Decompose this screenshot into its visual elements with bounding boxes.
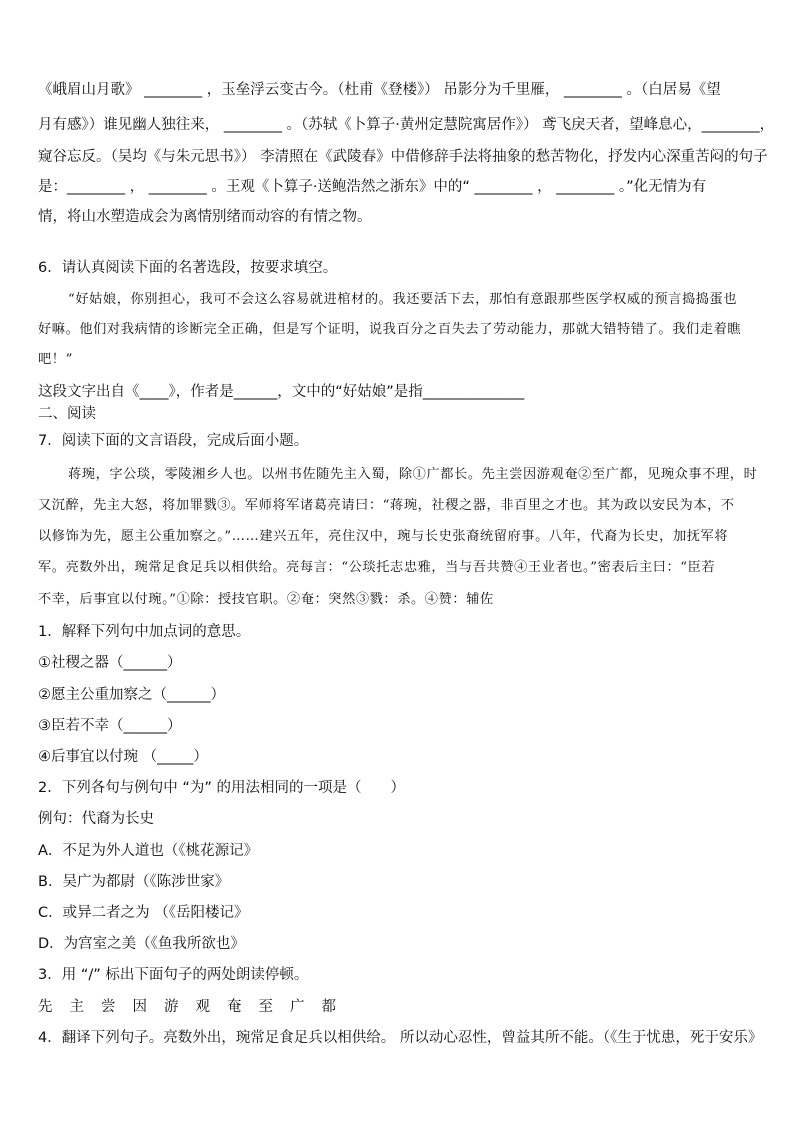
excerpt-line-2: 好嘛。他们对我病情的诊断完全正确，但是写个证明，说我百分之百失去了劳动能力，那就大错特错了。我们走着瞧 [38,322,742,337]
sub-question-3-title: 3．用 “/” 标出下面句子的两处朗读停顿。 [38,967,309,983]
classical-text-line-3: 以修饰为先，愿主公重加察之。”……建兴五年，亮住汉中，琬与长史张裔统留府事。八年，代裔为长史，加抚军将 [38,529,729,544]
poem-line-1: 《峨眉山月歌》 ________ ，玉垒浮云变古今。（杜甫《登楼》） 吊影分为千里雁， ________ 。（白居易《望 [38,82,721,98]
option-a: A．不足为外人道也（《桃花源记》 [38,843,259,859]
option-d: D．为宫室之美（《鱼我所欲也》 [38,936,245,952]
poem-line-4: 是：________ ， ________ 。王观《卜算子·送鲍浩然之浙东》中的“ ________ ， ________ 。”化无情为有 [38,179,707,195]
sub-question-1-item: ①社稷之器（______） [38,655,182,671]
sub-question-2-title: 2．下列各句与例句中 “为” 的用法相同的一项是（ ） [38,780,405,796]
question-7-title: 7．阅读下面的文言语段，完成后面小题。 [38,433,309,449]
question-6-title: 6．请认真阅读下面的名著选段，按要求填空。 [38,260,338,276]
sub-question-4-title: 4．翻译下列句子。亮数外出，琬常足食足兵以相供给。 所以动心忍性，曾益其所不能。（《生于忧患，死于安乐》 [38,1030,763,1046]
option-b: B．吴广为都尉（《陈涉世家》 [38,874,230,890]
sub-question-1-title: 1．解释下列句中加点词的意思。 [38,624,251,640]
classical-text-line-1: 蒋琬，字公琰，零陵湘乡人也。以州书佐随先主入蜀，除①广都长。先主尝因游观奄②至广都，见琬众事不理，时 [68,467,758,482]
sub-question-2-example: 例句：代裔为长史 [38,811,154,827]
excerpt-line-3: 吧！” [38,352,73,367]
sub-question-3-sentence: 先主尝因游观奄至广都 [38,999,353,1015]
sub-question-1-item: ③臣若不幸（______） [38,718,182,734]
option-c: C．或异二者之为 （《岳阳楼记》 [38,905,249,921]
excerpt-line-1: “好姑娘，你别担心，我可不会这么容易就进棺材的。我还要活下去，那怕有意跟那些医学权威的预言捣捣蛋也 [68,292,738,307]
poem-line-5: 情，将山水塑造成会为离情别绪而动容的有情之物。 [38,209,372,225]
poem-line-2: 月有感》）谁见幽人独往来， ________ 。（苏轼《卜算子·黄州定慧院寓居作》） 鸢飞戾天者，望峰息心，________， [38,117,775,133]
sub-question-1-item: ②愿主公重加察之（______） [38,687,225,703]
question-6-answer: 这段文字出自《____》，作者是______，文中的“好姑娘”是指______________ [38,384,525,400]
poem-line-3: 窥谷忘反。（吴均《与朱元思书》） 李清照在《武陵春》中借修辞手法将抽象的愁苦物化，抒发内心深重苦闷的句子 [38,149,768,165]
section-heading-reading: 二、阅读 [38,406,96,422]
classical-text-line-5: 不幸，后事宜以付琬。”①除：授技官职。②奄：突然③戮：杀。④赞：辅佐 [38,592,494,607]
classical-text-line-4: 军。亮数外出，琬常足食足兵以相供给。亮每言：“公琰托志忠雅，当与吾共赞④王业者也。”密表后主曰：“臣若 [38,560,716,575]
classical-text-line-2: 又沉醉，先主大怒，将加罪戮③。军师将军诸葛亮请曰：“蒋琬，社稷之器，非百里之才也。其为政以安民为本，不 [38,498,735,513]
sub-question-1-item: ④后事宜以付琬 （_____） [38,749,208,765]
